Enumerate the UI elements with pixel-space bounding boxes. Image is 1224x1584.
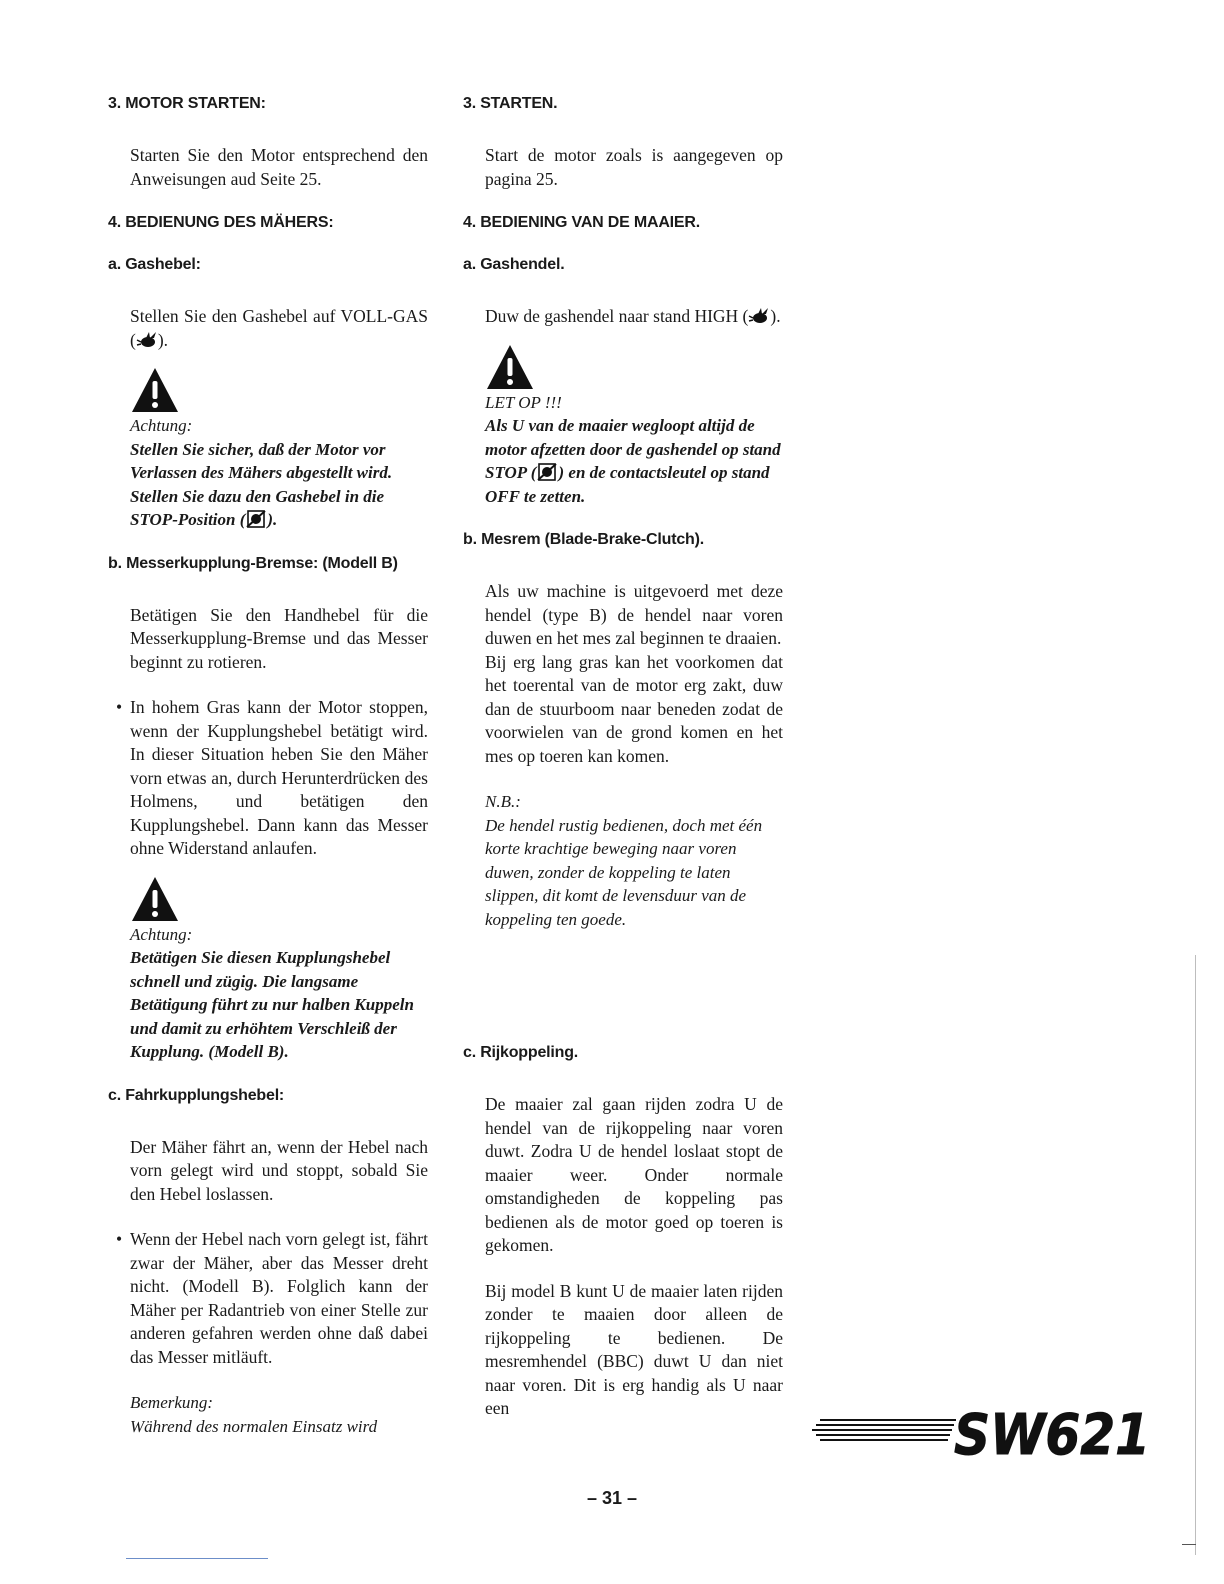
warning-2-title: Achtung: [130, 924, 193, 944]
engine-stop-icon [245, 510, 267, 528]
warning-triangle-icon [130, 875, 180, 923]
section-a-heading: a. Gashebel: [108, 256, 201, 273]
note [108, 1391, 428, 1438]
warning-1: LET OP !!! Als U van de maaier wegloopt altijd de motor afzetten door de gashendel op stand STOP ( ) en de contactsleutel op stand OFF te zetten. [485, 392, 781, 506]
section-a-text: Duw de gashendel naar stand HIGH ( ). [485, 306, 781, 326]
logo-text: SW621 [954, 1403, 1150, 1468]
page-number: – 31 – [586, 1488, 638, 1508]
section-a-heading: a. Gashendel. [463, 256, 565, 273]
nb-text: De hendel rustig bedienen, doch met één korte krachtige beweging naar voren duwen, zonder de koppeling te laten slippen, dit komt de levensduur van de koppeling ten goede. [485, 815, 763, 929]
section-4-heading: 4. BEDIENUNG DES MÄHERS: [108, 214, 334, 231]
warning-1: Achtung: Stellen Sie sicher, daß der Motor vor Verlassen des Mähers abgestellt wird. Stellen Sie dazu den Gashebel in die STOP-Position ( ). [130, 416, 393, 529]
hare-fast-icon [748, 307, 770, 325]
section-b-heading: b. Messerkupplung-Bremse: (Modell B) [108, 554, 398, 572]
page-edge-corner [1182, 1544, 1196, 1545]
warning-triangle-icon [485, 343, 535, 391]
section-a-text: Stellen Sie den Gashebel auf VOLL-GAS ( ). [130, 306, 428, 350]
section-c-text: De maaier zal gaan rijden zodra U de hendel van de rijkoppeling naar voren duwt. Zodra U de hendel loslaat stopt de maaier weer. Onder normale omstandigheden de koppeling pas bedienen als de motor goed op toeren is gekomen. [485, 1094, 783, 1255]
section-c-bullet: • Wenn der Hebel nach vorn gelegt ist, fährt zwar der Mäher, aber das Messer dreht nicht. (Modell B). Folglich kann der Mäher per Radantrieb von einer Stelle zur anderen gefahren werden ohne daß dabei das Messer mitläuft. [108, 1228, 428, 1369]
dutch-column [463, 94, 783, 1421]
section-b-text: Betätigen Sie den Handhebel für die Messerkupplung-Bremse und das Messer beginnt zu rotieren. [130, 604, 428, 672]
section-3-text: Starten Sie den Motor entsprechend den Anweisungen aud Seite 25. [130, 145, 428, 189]
section-b-heading: b. Mesrem (Blade-Brake-Clutch). [463, 531, 704, 548]
section-4-heading: 4. BEDIENING VAN DE MAAIER. [463, 214, 700, 231]
warning-2 [108, 923, 428, 1064]
section-c-text-2: Bij model B kunt U de maaier laten rijden zonder te maaien door alleen de rijkoppeling te bedienen. De mesremhendel (BBC) duwt U dan niet naar voren. Dit is erg handig als U naar een [485, 1280, 783, 1418]
section-b-bullet: • In hohem Gras kann der Motor stoppen, wenn der Kupplungshebel betätigt wird. In dieser Situation heben Sie den Mäher vorn etwas an, durch Herunterdrücken des Holmens, und betätigen den Kupplungshebel. Dann kann das Messer ohne Widerstand anlaufen. [108, 696, 428, 861]
section-b-text: Als uw machine is uitgevoerd met deze hendel (type B) de hendel naar voren duwen en het mes zal beginnen te draaien. [485, 581, 783, 648]
note-text: Während des normalen Einsatz wird [130, 1416, 378, 1436]
note-title: Bemerkung: [130, 1393, 214, 1412]
section-3-heading: 3. MOTOR STARTEN: [108, 95, 266, 112]
engine-stop-icon [536, 463, 558, 481]
scan-line-artifact [126, 1558, 268, 1559]
nb-title: N.B.: [485, 792, 521, 811]
warning-triangle-icon [130, 366, 180, 414]
sw621-logo [806, 1390, 1156, 1470]
warning-1-title: Achtung: [130, 416, 193, 435]
section-3-heading: 3. STARTEN. [463, 95, 558, 112]
section-c-heading: c. Fahrkupplungshebel: [108, 1086, 285, 1104]
section-c-text: Der Mäher fährt an, wenn der Hebel nach vorn gelegt wird und stoppt, sobald Sie den Hebel loslassen. [130, 1136, 428, 1204]
section-b-text-2: Bij erg lang gras kan het voorkomen dat het toerental van de motor erg zakt, duw dan de stuurboom naar beneden zodat de voorwielen van de grond komen en het mes op toeren kan komen. [485, 651, 783, 766]
section-c-heading: c. Rijkoppeling. [463, 1044, 579, 1061]
page-edge-line [1195, 955, 1196, 1555]
german-column [108, 94, 428, 1438]
warning-2-body: Betätigen Sie diesen Kupplungshebel schnell und zügig. Die langsame Betätigung führt zu nur halben Kuppeln und damit zu erhöhtem Verschleiß der Kupplung. (Modell B). [130, 948, 414, 1061]
warning-1-title: LET OP !!! [485, 392, 562, 412]
section-3-text: Start de motor zoals is aangegeven op pagina 25. [485, 145, 783, 189]
nb-note [463, 790, 783, 931]
hare-fast-icon [136, 331, 158, 349]
